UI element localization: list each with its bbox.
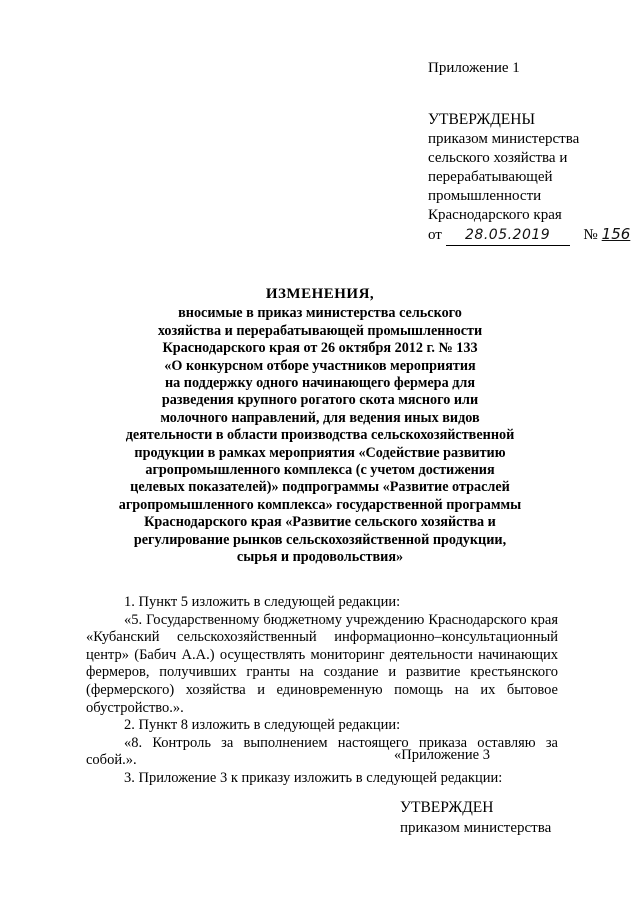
title-line: Краснодарского края от 26 октября 2012 г. № 133	[162, 340, 478, 357]
title-heading: ИЗМЕНЕНИЯ,	[265, 286, 375, 302]
paragraph-item-8-text: «8. Контроль за выполнением настоящего приказа оставляю за собой.».	[86, 734, 558, 769]
title-line: продукции в рамках мероприятия «Содействие развитию	[134, 444, 506, 461]
handwritten-number: 156	[601, 225, 631, 243]
paragraph-item-3: 3. Приложение 3 к приказу изложить в следующей редакции:	[124, 769, 503, 786]
approval-heading: УТВЕРЖДЕНЫ	[428, 111, 535, 128]
document-title	[80, 286, 560, 567]
handwritten-date: 28.05.2019	[446, 226, 570, 246]
approval-date-row	[428, 225, 630, 246]
title-line: агропромышленного комплекса» государственной программы	[118, 496, 522, 513]
title-line: разведения крупного рогатого скота мясного или	[161, 392, 479, 409]
title-line: хозяйства и перерабатывающей промышленности	[157, 322, 483, 339]
title-line: на поддержку одного начинающего фермера для	[164, 375, 476, 392]
title-line: вносимые в приказ министерства сельского	[178, 305, 462, 322]
approval-stamp-block-2	[400, 798, 551, 838]
date-prefix: от	[428, 227, 442, 243]
title-line: деятельности в области производства сельскохозяйственной	[125, 427, 515, 444]
paragraph-item-1: 1. Пункт 5 изложить в следующей редакции:	[124, 594, 401, 610]
title-line: «О конкурсном отборе участников мероприятия	[164, 357, 476, 374]
number-prefix: №	[583, 227, 598, 243]
approval-stamp-block	[428, 110, 630, 246]
approval-line: промышленности	[428, 188, 542, 204]
appendix-label: Приложение 1	[428, 60, 520, 76]
approval-line: приказом министерства	[428, 131, 580, 147]
title-line: целевых показателей)» подпрограммы «Развитие отраслей	[130, 479, 510, 496]
inner-appendix-label: «Приложение 3	[394, 747, 490, 763]
paragraph-item-2: 2. Пункт 8 изложить в следующей редакции:	[124, 717, 401, 734]
title-line: сырья и продовольствия»	[236, 549, 404, 566]
approval-line: перерабатывающей	[428, 169, 553, 185]
title-line: молочного направлений, для ведения иных видов	[160, 409, 480, 426]
approval-line: Краснодарского края	[428, 207, 562, 223]
approval2-line: приказом министерства	[400, 820, 552, 836]
title-line: агропромышленного комплекса (с учетом достижения	[145, 462, 495, 479]
paragraph-item-5-text: «5. Государственному бюджетному учреждению Краснодарского края «Кубанский сельскохозяйственный информационно–консультационный центр» (Бабич А.А.) осуществлять мониторинг деятельности начинающих фермеров, получивших гранты на создание и развитие крестьянского (фермерского) хозяйства и единовременную помощь на их бытовое обустройство.».	[86, 611, 558, 716]
approval2-heading: УТВЕРЖДЕН	[400, 799, 494, 816]
approval-line: сельского хозяйства и	[428, 150, 568, 166]
title-line: Краснодарского края «Развитие сельского хозяйства и	[144, 514, 496, 531]
title-line: регулирование рынков сельскохозяйственной продукции,	[133, 531, 507, 548]
